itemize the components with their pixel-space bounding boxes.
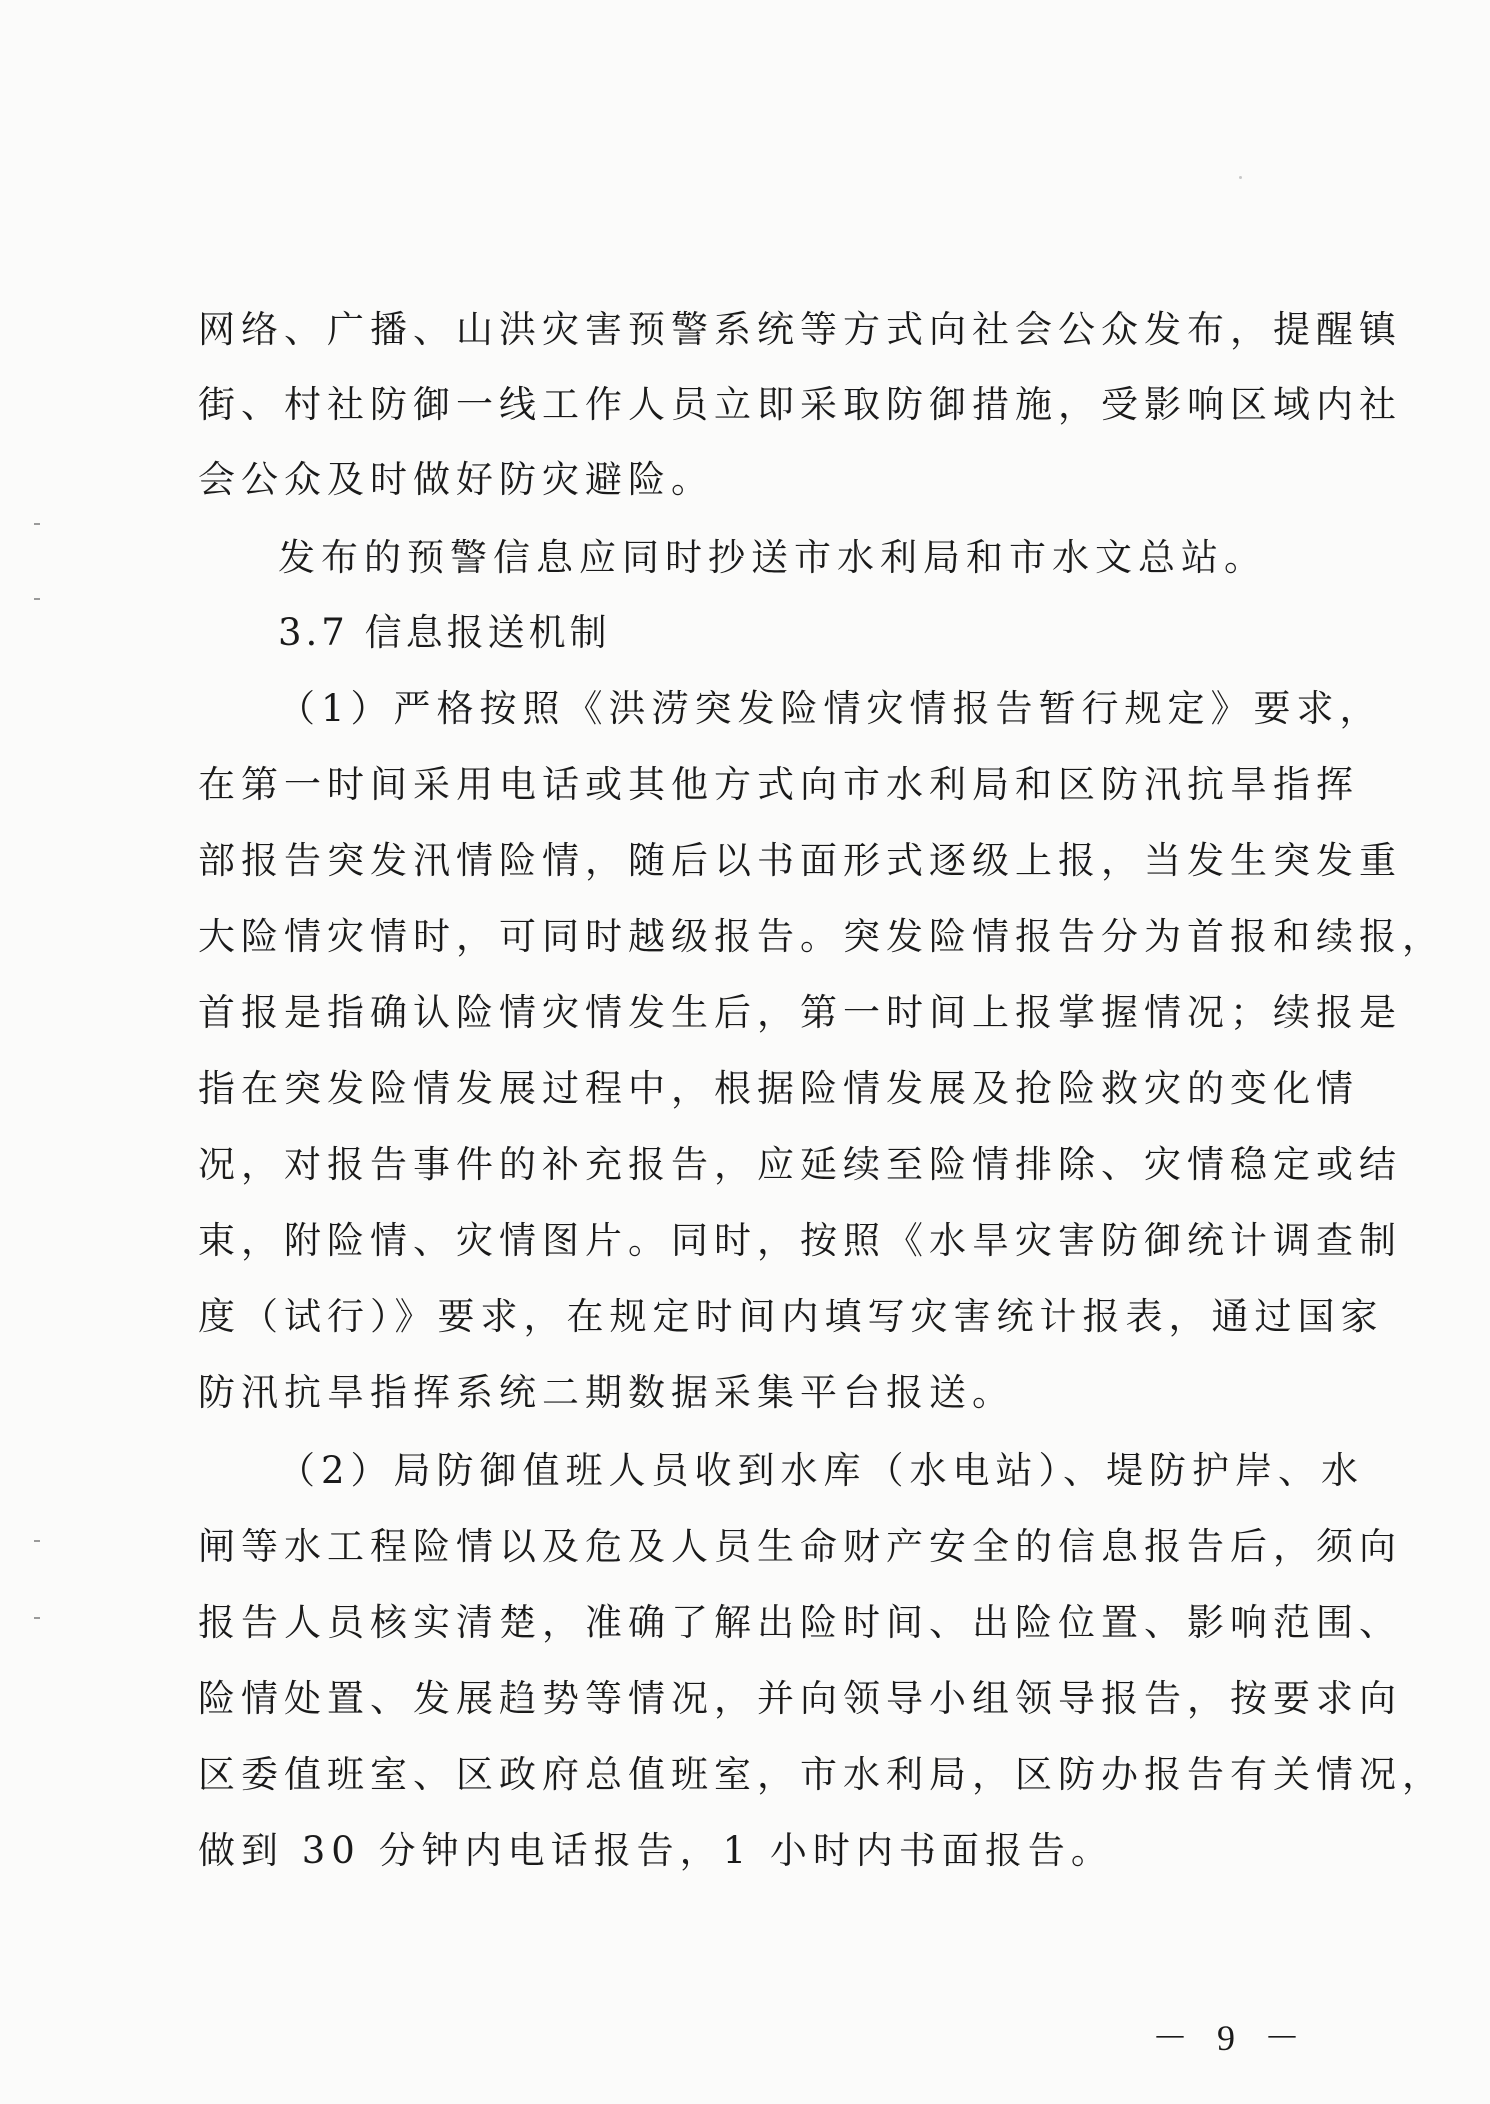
text-line: 发布的预警信息应同时抄送市水利局和市水文总站。 [278,536,1267,579]
text-line: 险情处置、发展趋势等情况，并向领导小组领导报告，按要求向 [198,1677,1402,1720]
text-line: 闸等水工程险情以及危及人员生命财产安全的信息报告后，须向 [198,1525,1402,1568]
binding-mark [34,598,40,600]
text-line: （1）严格按照《洪涝突发险情灾情报告暂行规定》要求， [278,687,1383,730]
text-line: 束，附险情、灾情图片。同时，按照《水旱灾害防御统计调查制 [198,1219,1402,1262]
text-line: 网络、广播、山洪灾害预警系统等方式向社会公众发布，提醒镇 [198,308,1402,351]
text-line: 度（试行）》要求，在规定时间内填写灾害统计报表，通过国家 [198,1295,1384,1338]
text-line: 指在突发险情发展过程中，根据险情发展及抢险救灾的变化情 [198,1067,1359,1110]
binding-mark [34,1540,40,1542]
text-line: 会公众及时做好防灾避险。 [198,458,714,501]
binding-mark [34,1617,40,1619]
page-number: － 9 － [1151,2018,1310,2058]
binding-mark [34,523,40,525]
text-line: 做到 30 分钟内电话报告，1 小时内书面报告。 [198,1829,1114,1872]
scan-speck [1239,176,1242,179]
section-heading: 3.7 信息报送机制 [278,611,611,654]
text-line: 大险情灾情时，可同时越级报告。突发险情报告分为首报和续报， [198,915,1445,958]
text-line: 首报是指确认险情灾情发生后，第一时间上报掌握情况；续报是 [198,991,1402,1034]
text-line: 况，对报告事件的补充报告，应延续至险情排除、灾情稳定或结 [198,1143,1402,1186]
text-line: 街、村社防御一线工作人员立即采取防御措施，受影响区域内社 [198,383,1402,426]
text-line: 部报告突发汛情险情，随后以书面形式逐级上报，当发生突发重 [198,839,1402,882]
text-line: 报告人员核实清楚，准确了解出险时间、出险位置、影响范围、 [198,1601,1402,1644]
text-line: （2）局防御值班人员收到水库（水电站）、堤防护岸、水 [278,1449,1365,1492]
text-line: 防汛抗旱指挥系统二期数据采集平台报送。 [198,1371,1015,1414]
text-line: 在第一时间采用电话或其他方式向市水利局和区防汛抗旱指挥 [198,763,1359,806]
text-line: 区委值班室、区政府总值班室，市水利局，区防办报告有关情况， [198,1753,1445,1796]
